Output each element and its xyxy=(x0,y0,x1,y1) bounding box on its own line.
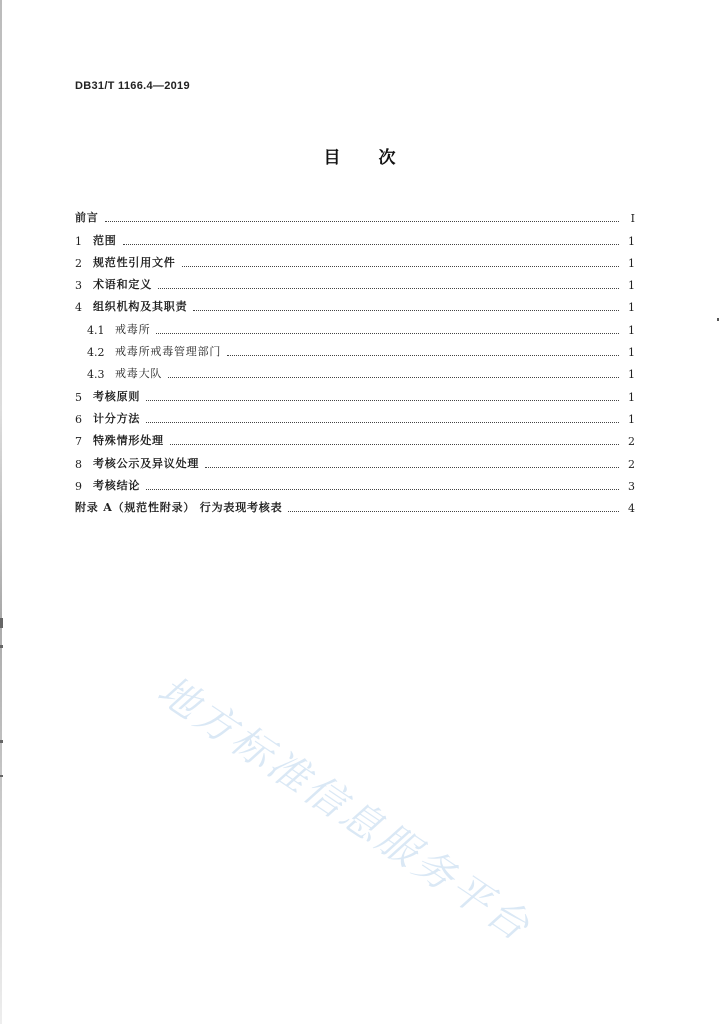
toc-entry[interactable] xyxy=(75,225,635,247)
toc-entry-label: 范围 xyxy=(93,233,117,247)
toc-entry-number: 5 xyxy=(75,390,82,404)
edge-mark xyxy=(0,645,3,648)
toc-entry[interactable] xyxy=(75,203,635,225)
toc-title-left: 目 xyxy=(323,148,343,168)
toc-entry-number: 4.3 xyxy=(87,368,105,382)
toc-entry-number: 3 xyxy=(75,279,82,293)
toc-entry-number: 7 xyxy=(75,435,82,449)
toc-leader-dots xyxy=(105,221,619,222)
toc-leader-dots xyxy=(146,489,619,490)
edge-mark xyxy=(0,775,3,777)
toc-entry-label: 戒毒所 xyxy=(115,322,151,336)
watermark: 地方标准信息服务平台 xyxy=(149,667,540,952)
toc-entry-page: 2 xyxy=(628,457,635,471)
edge-mark xyxy=(717,318,719,321)
toc-leader-dots xyxy=(205,467,619,468)
toc-leader-dots xyxy=(182,266,619,267)
toc-leader-dots xyxy=(156,333,619,334)
toc-leader-dots xyxy=(158,288,619,289)
toc-entry[interactable] xyxy=(75,359,635,381)
toc-entry-page: 1 xyxy=(628,390,635,404)
toc-entry-number: 4.2 xyxy=(87,346,105,360)
toc-leader-dots xyxy=(227,355,619,356)
document-code: DB31/T 1166.4—2019 xyxy=(75,80,190,92)
toc-entry-label: 附录 A（规范性附录） 行为表现考核表 xyxy=(75,501,283,515)
toc-entry-label: 前言 xyxy=(75,211,99,225)
toc-entry-page: 1 xyxy=(628,323,635,337)
toc-title-right: 次 xyxy=(378,148,398,168)
edge-mark xyxy=(0,618,3,628)
table-of-contents xyxy=(75,203,635,515)
toc-entry[interactable] xyxy=(75,314,635,336)
toc-entry[interactable] xyxy=(75,493,635,515)
toc-entry-label: 计分方法 xyxy=(93,411,141,425)
toc-entry-label: 组织机构及其职责 xyxy=(93,300,188,314)
toc-leader-dots xyxy=(146,400,619,401)
toc-entry-page: 4 xyxy=(628,502,635,516)
toc-entry-label: 规范性引用文件 xyxy=(93,255,176,269)
toc-entry[interactable] xyxy=(75,448,635,470)
toc-entry-page: 1 xyxy=(628,234,635,248)
toc-leader-dots xyxy=(193,310,619,311)
toc-entry-number: 6 xyxy=(75,412,82,426)
toc-entry-number: 4.1 xyxy=(87,323,105,337)
toc-entry-page: Ⅰ xyxy=(630,212,635,226)
toc-entry[interactable] xyxy=(75,292,635,314)
toc-entry-label: 考核结论 xyxy=(93,478,141,492)
toc-leader-dots xyxy=(170,444,619,445)
toc-title xyxy=(0,143,721,168)
toc-entry-number: 4 xyxy=(75,301,82,315)
toc-entry-page: 2 xyxy=(628,435,635,449)
toc-entry[interactable] xyxy=(75,248,635,270)
toc-leader-dots xyxy=(288,511,619,512)
toc-leader-dots xyxy=(146,422,619,423)
toc-entry-page: 1 xyxy=(628,412,635,426)
toc-entry[interactable] xyxy=(75,426,635,448)
toc-entry-page: 1 xyxy=(628,256,635,270)
toc-entry[interactable] xyxy=(75,471,635,493)
toc-entry-label: 戒毒所戒毒管理部门 xyxy=(115,345,222,359)
toc-entry[interactable] xyxy=(75,337,635,359)
toc-entry-label: 考核公示及异议处理 xyxy=(93,456,200,470)
toc-entry-number: 8 xyxy=(75,457,82,471)
toc-leader-dots xyxy=(123,244,619,245)
toc-entry-page: 1 xyxy=(628,279,635,293)
toc-entry[interactable] xyxy=(75,270,635,292)
edge-mark xyxy=(0,740,3,743)
toc-entry[interactable] xyxy=(75,404,635,426)
toc-entry-page: 3 xyxy=(628,479,635,493)
toc-leader-dots xyxy=(168,377,619,378)
toc-entry-number: 1 xyxy=(75,234,82,248)
toc-entry-page: 1 xyxy=(628,301,635,315)
toc-entry-number: 9 xyxy=(75,479,82,493)
toc-entry-number: 2 xyxy=(75,256,82,270)
toc-entry[interactable] xyxy=(75,381,635,403)
toc-entry-page: 1 xyxy=(628,368,635,382)
toc-entry-label: 特殊情形处理 xyxy=(93,434,164,448)
toc-entry-page: 1 xyxy=(628,346,635,360)
toc-entry-label: 考核原则 xyxy=(93,389,141,403)
toc-entry-label: 戒毒大队 xyxy=(115,367,163,381)
toc-entry-label: 术语和定义 xyxy=(93,278,152,292)
